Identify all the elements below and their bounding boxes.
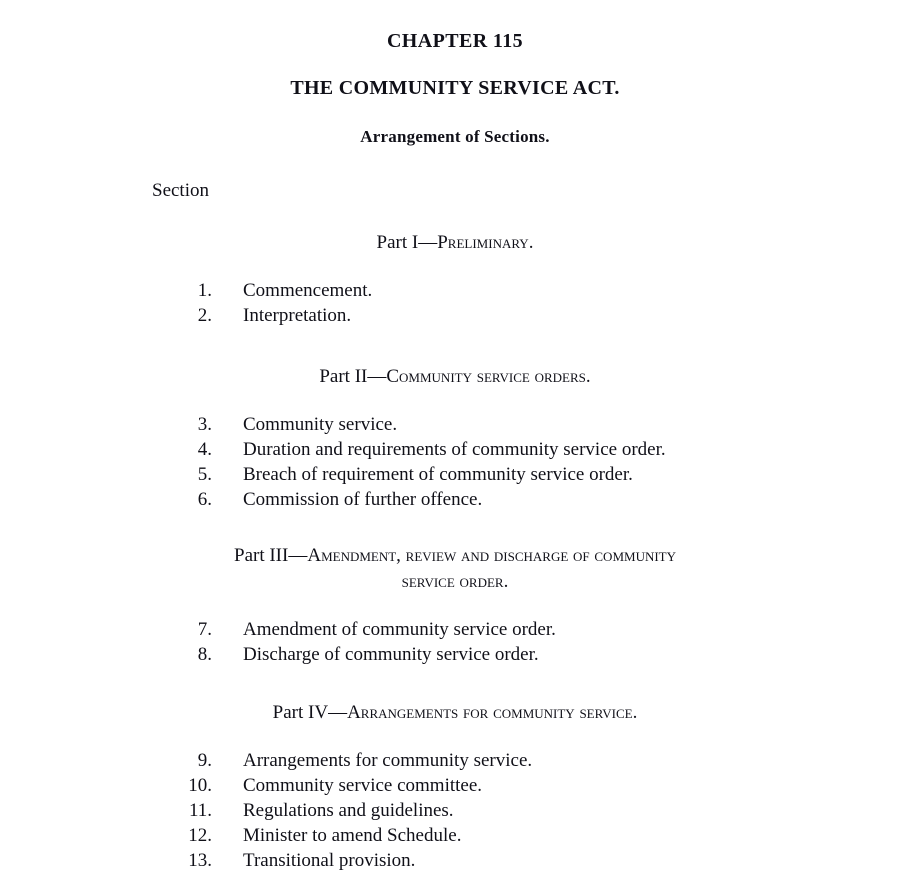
part-heading-3-line2: service order. [401, 571, 509, 592]
item-number: 9. [197, 750, 212, 771]
list-item [0, 848, 910, 873]
item-title: Community service committee. [243, 775, 483, 796]
part-heading-2-dash: — [367, 366, 387, 387]
title-block [0, 0, 910, 148]
part-heading-2 [0, 328, 910, 390]
list-item [0, 798, 910, 823]
item-number: 13. [188, 850, 212, 871]
part-heading-3-lead: Part III [234, 545, 289, 566]
item-title: Duration and requirements of community service order. [243, 439, 666, 460]
part-heading-1-rest: Preliminary. [437, 232, 534, 253]
list-item [0, 642, 910, 667]
part-heading-1-dash: — [418, 232, 438, 253]
part-heading-2-rest: Community service orders. [386, 366, 591, 387]
part-heading-4-rest: Arrangements for community service. [347, 702, 638, 723]
list-item [0, 303, 910, 328]
list-item [0, 748, 910, 773]
part-heading-4 [0, 667, 910, 726]
item-number: 7. [197, 619, 212, 640]
item-number: 12. [188, 825, 212, 846]
item-title: Commission of further offence. [243, 489, 483, 510]
item-title: Transitional provision. [243, 850, 416, 871]
part-heading-4-dash: — [328, 702, 348, 723]
section-list-part-3 [0, 594, 910, 667]
part-heading-3 [0, 512, 910, 594]
section-list-part-4 [0, 726, 910, 873]
part-heading-1 [0, 203, 910, 256]
list-item [0, 437, 910, 462]
list-item [0, 823, 910, 848]
item-title: Amendment of community service order. [243, 619, 556, 640]
list-item [0, 773, 910, 798]
item-title: Breach of requirement of community service order. [243, 464, 633, 485]
part-heading-1-lead: Part I [376, 232, 419, 253]
item-number: 3. [197, 414, 212, 435]
section-column-label: Section [152, 180, 209, 201]
item-number: 1. [197, 280, 212, 301]
list-item [0, 617, 910, 642]
chapter-title: CHAPTER 115 [386, 30, 524, 52]
item-number: 6. [197, 489, 212, 510]
section-list-part-2 [0, 390, 910, 512]
list-item [0, 278, 910, 303]
item-title: Discharge of community service order. [243, 644, 539, 665]
item-title: Commencement. [243, 280, 373, 301]
part-heading-2-lead: Part II [319, 366, 368, 387]
item-number: 4. [197, 439, 212, 460]
item-title: Arrangements for community service. [243, 750, 533, 771]
item-number: 2. [197, 305, 212, 326]
list-item [0, 487, 910, 512]
part-heading-3-rest: Amendment, review and discharge of community [307, 545, 676, 566]
item-title: Regulations and guidelines. [243, 800, 454, 821]
item-title: Minister to amend Schedule. [243, 825, 462, 846]
act-title: THE COMMUNITY SERVICE ACT. [290, 77, 620, 99]
list-item [0, 462, 910, 487]
item-title: Interpretation. [243, 305, 352, 326]
item-number: 11. [188, 800, 212, 821]
item-number: 5. [197, 464, 212, 485]
list-item [0, 412, 910, 437]
item-number: 10. [188, 775, 212, 796]
section-list-part-1 [0, 256, 910, 328]
arrangement-of-sections-title: Arrangement of Sections. [360, 127, 550, 146]
item-number: 8. [197, 644, 212, 665]
part-heading-4-lead: Part IV [272, 702, 329, 723]
part-heading-3-dash: — [288, 545, 308, 566]
item-title: Community service. [243, 414, 398, 435]
